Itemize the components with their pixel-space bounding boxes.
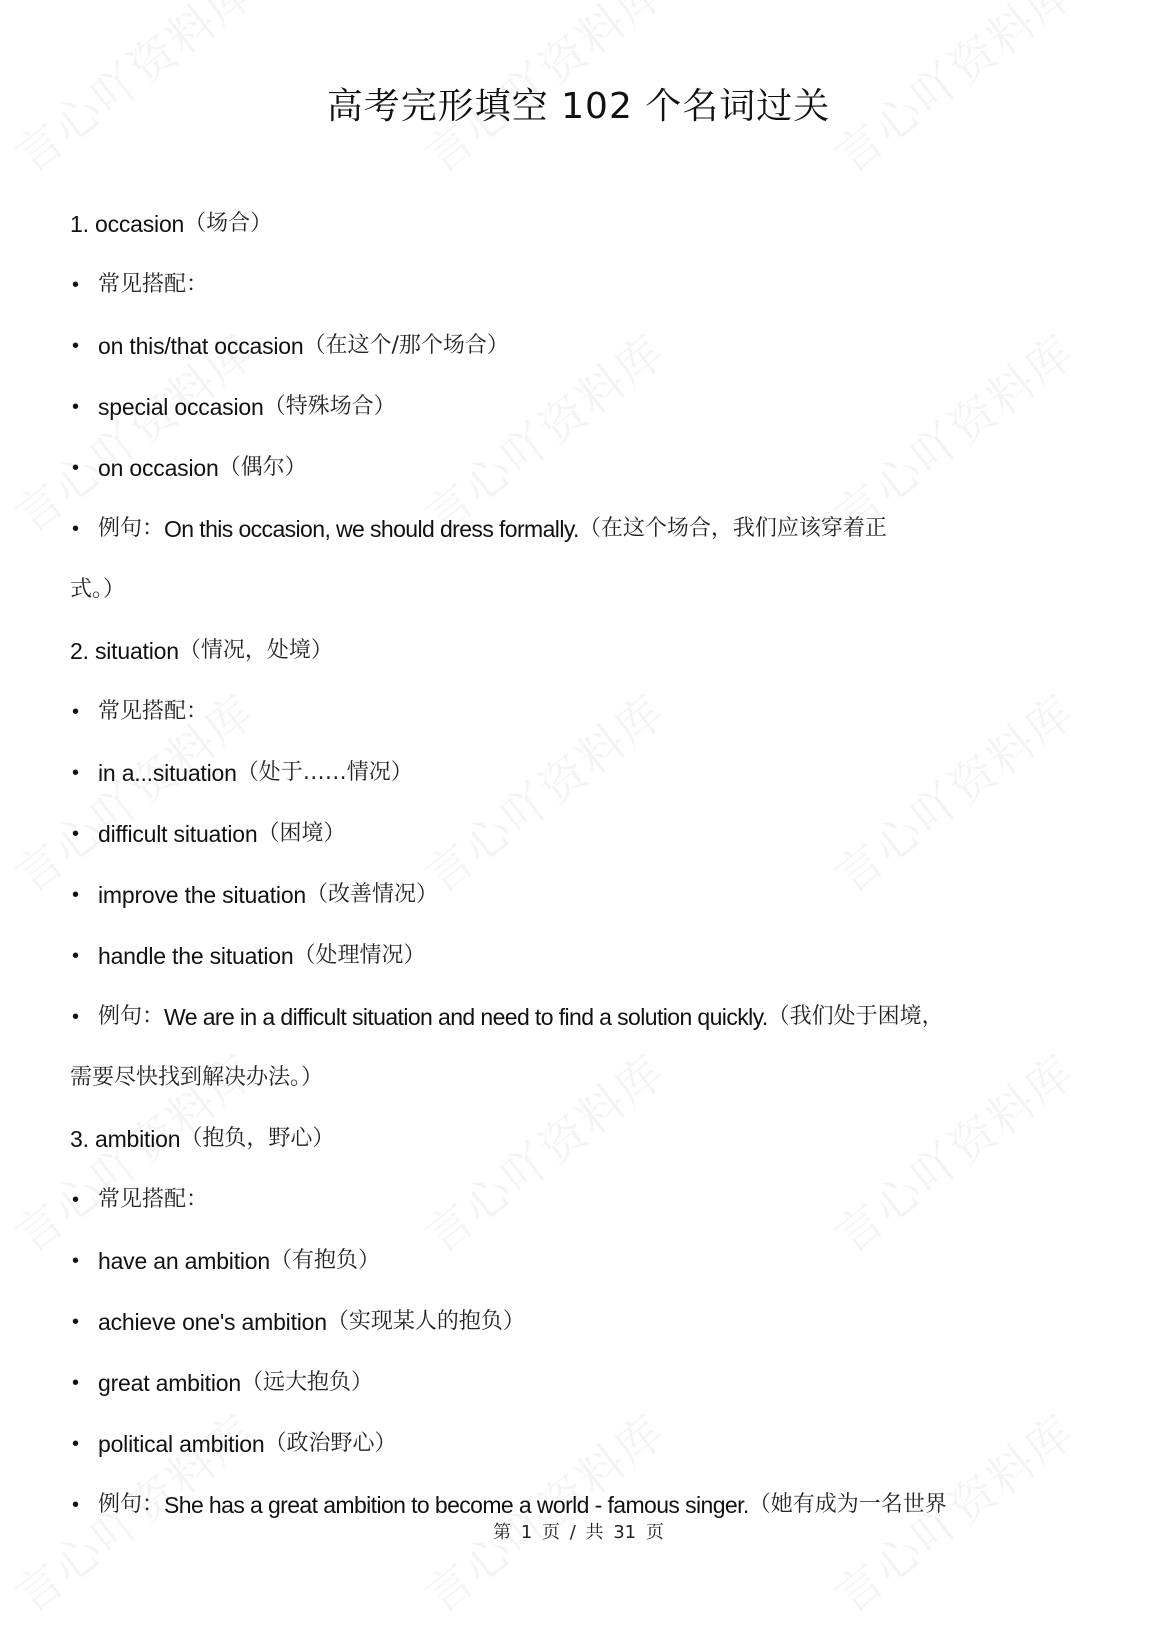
example-translation-cont: 需要尽快找到解决办法。） bbox=[70, 1065, 324, 1090]
example-label: 例句： bbox=[98, 1004, 165, 1029]
bullet-icon: • bbox=[72, 457, 80, 479]
bullet-icon: • bbox=[72, 1311, 80, 1333]
entry-word: 3. ambition bbox=[70, 1126, 181, 1152]
collocation-item bbox=[70, 385, 1100, 446]
page-footer: 第 1 页 / 共 31 页 bbox=[493, 1522, 664, 1543]
bullet-icon: • bbox=[72, 823, 80, 845]
collocation-item bbox=[70, 324, 1100, 385]
collocation-item bbox=[70, 446, 1100, 507]
collocation-meaning: （特殊场合） bbox=[263, 394, 396, 419]
bullet-icon: • bbox=[72, 274, 80, 296]
bullet-icon: • bbox=[72, 762, 80, 784]
example-sentence: On this occasion, we should dress formally. bbox=[164, 516, 579, 542]
entry-heading bbox=[70, 1117, 1100, 1178]
collocation-phrase: have an ambition bbox=[98, 1248, 270, 1274]
bullet-icon: • bbox=[72, 396, 80, 418]
example-item bbox=[70, 507, 1100, 568]
collocation-label: 常见搭配： bbox=[98, 699, 209, 724]
bullet-icon: • bbox=[72, 1250, 80, 1272]
entry-heading bbox=[70, 629, 1100, 690]
collocation-phrase: great ambition bbox=[98, 1370, 241, 1396]
collocation-meaning: （政治野心） bbox=[264, 1431, 397, 1456]
bullet-icon: • bbox=[72, 945, 80, 967]
collocation-meaning: （改善情况） bbox=[306, 882, 439, 907]
collocation-item bbox=[70, 873, 1100, 934]
collocation-label-item bbox=[70, 1178, 1100, 1239]
collocation-phrase: political ambition bbox=[98, 1431, 265, 1457]
example-sentence: She has a great ambition to become a world - famous singer. bbox=[164, 1492, 749, 1518]
bullet-icon: • bbox=[72, 701, 80, 723]
collocation-item bbox=[70, 1422, 1100, 1483]
collocation-item bbox=[70, 1361, 1100, 1422]
collocation-phrase: achieve one's ambition bbox=[98, 1309, 327, 1335]
bullet-icon: • bbox=[72, 1433, 80, 1455]
example-translation: （她有成为一名世界 bbox=[748, 1492, 947, 1517]
collocation-item bbox=[70, 812, 1100, 873]
collocation-phrase: improve the situation bbox=[98, 882, 307, 908]
collocation-phrase: difficult situation bbox=[98, 821, 258, 847]
bullet-icon: • bbox=[72, 884, 80, 906]
bullet-icon: • bbox=[72, 1372, 80, 1394]
entry-word: 1. occasion bbox=[70, 211, 185, 237]
bullet-icon: • bbox=[72, 518, 80, 540]
example-sentence: We are in a difficult situation and need to find a solution quickly. bbox=[164, 1004, 768, 1030]
collocation-phrase: on this/that occasion bbox=[98, 333, 304, 359]
collocation-meaning: （处于……情况） bbox=[236, 760, 413, 785]
example-continuation bbox=[70, 1056, 1100, 1117]
entry-meaning: （场合） bbox=[184, 211, 273, 236]
entry-heading bbox=[70, 202, 1100, 263]
bullet-icon: • bbox=[72, 1494, 80, 1516]
example-label: 例句： bbox=[98, 1492, 165, 1517]
collocation-meaning: （有抱负） bbox=[269, 1248, 380, 1273]
collocation-phrase: in a...situation bbox=[98, 760, 237, 786]
entry-meaning: （情况，处境） bbox=[178, 638, 333, 663]
collocation-phrase: handle the situation bbox=[98, 943, 294, 969]
collocation-label-item bbox=[70, 263, 1100, 324]
collocation-meaning: （处理情况） bbox=[293, 943, 426, 968]
collocation-meaning: （远大抱负） bbox=[240, 1370, 373, 1395]
collocation-label: 常见搭配： bbox=[98, 272, 209, 297]
collocation-label-item bbox=[70, 690, 1100, 751]
example-translation: （在这个场合，我们应该穿着正 bbox=[578, 516, 887, 541]
entry-meaning: （抱负，野心） bbox=[180, 1126, 335, 1151]
example-translation: （我们处于困境， bbox=[767, 1004, 944, 1029]
document-title: 高考完形填空 102 个名词过关 bbox=[326, 86, 831, 127]
collocation-phrase: special occasion bbox=[98, 394, 264, 420]
collocation-meaning: （偶尔） bbox=[218, 455, 307, 480]
collocation-item bbox=[70, 751, 1100, 812]
collocation-item bbox=[70, 934, 1100, 995]
bullet-icon: • bbox=[72, 1006, 80, 1028]
document-body bbox=[70, 202, 1100, 1544]
example-translation-cont: 式。） bbox=[70, 577, 126, 602]
collocation-item bbox=[70, 1239, 1100, 1300]
example-label: 例句： bbox=[98, 516, 165, 541]
collocation-phrase: on occasion bbox=[98, 455, 219, 481]
collocation-meaning: （实现某人的抱负） bbox=[326, 1309, 525, 1334]
collocation-meaning: （困境） bbox=[257, 821, 346, 846]
collocation-label: 常见搭配： bbox=[98, 1187, 209, 1212]
example-continuation bbox=[70, 568, 1100, 629]
collocation-item bbox=[70, 1300, 1100, 1361]
example-item bbox=[70, 995, 1100, 1056]
collocation-meaning: （在这个/那个场合） bbox=[303, 333, 509, 358]
entry-word: 2. situation bbox=[70, 638, 179, 664]
bullet-icon: • bbox=[72, 1189, 80, 1211]
bullet-icon: • bbox=[72, 335, 80, 357]
